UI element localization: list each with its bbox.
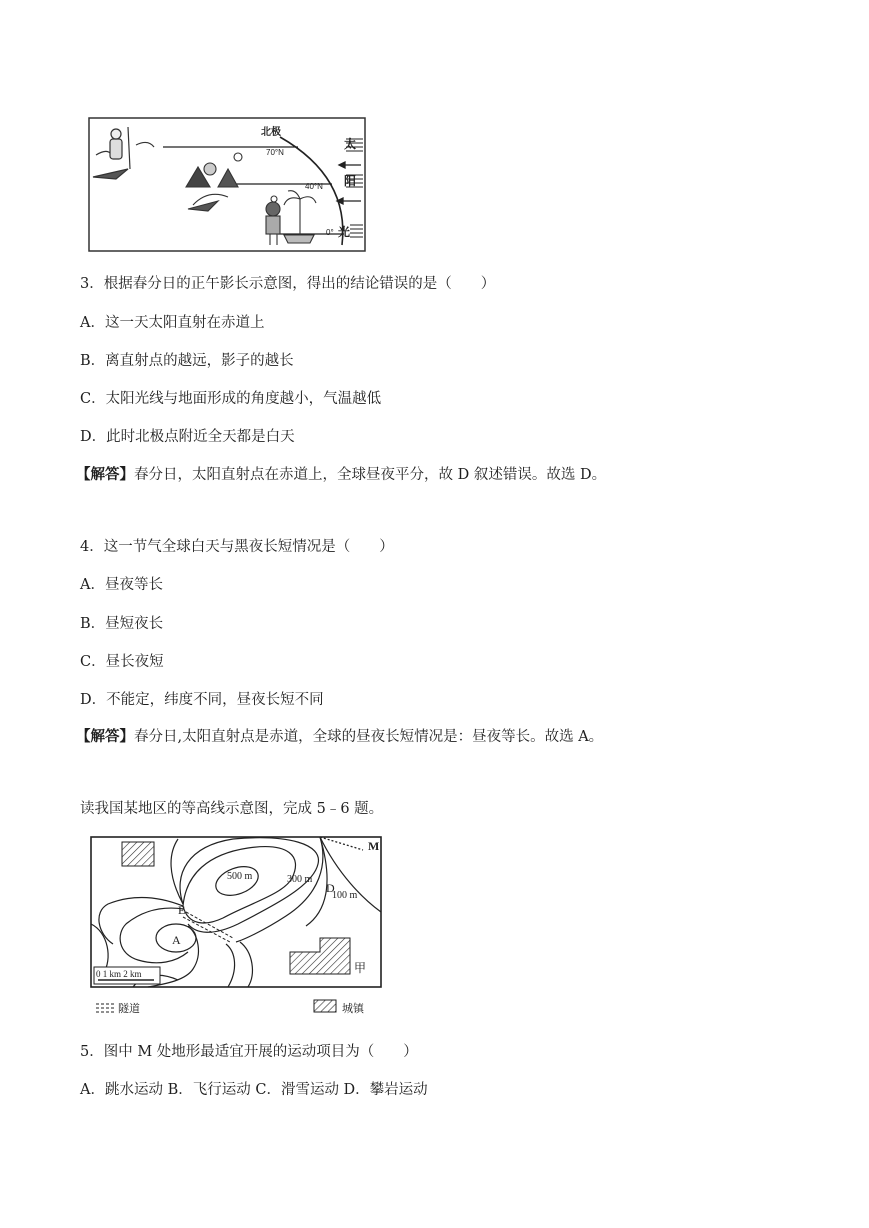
q4-option-d: D．不能定，纬度不同，昼夜长短不同 [80,692,324,708]
legend-town-label: 城镇 [342,1002,364,1015]
town-block-nw [122,842,154,866]
q4-answer-label: 【解答】 [76,728,134,745]
q3-answer [76,463,606,484]
q4-answer-text: 春分日,太阳直射点是赤道，全球的昼夜长短情况是：昼夜等长。故选 A。 [134,729,604,745]
label-a: A [172,933,181,947]
q4-option-b: B．昼短夜长 [80,616,164,632]
contour-map-figure [88,834,388,1019]
q3-answer-text: 春分日，太阳直射点在赤道上，全球昼夜平分，故 D 叙述错误。故选 D。 [134,467,607,483]
q3-option-c: C．太阳光线与地面形成的角度越小，气温越低 [80,391,382,407]
intro-5-6: 读我国某地区的等高线示意图，完成 5﹣6 题。 [80,801,384,817]
q3-option-d: D．此时北极点附近全天都是白天 [80,429,295,445]
label-m: M [368,839,380,853]
q5-options: A．跳水运动 B．飞行运动 C．滑雪运动 D．攀岩运动 [80,1082,428,1098]
legend-tunnel-label: 隧道 [118,1002,140,1015]
q3-option-b: B．离直射点的越远，影子的越长 [80,353,294,369]
label-jia: 甲 [354,961,367,975]
north-pole-label: 北极 [261,127,281,138]
label-e: E [178,903,186,917]
q4-answer [76,725,603,746]
q4-option-a: A．昼夜等长 [80,577,163,593]
q3-stem: 3．根据春分日的正午影长示意图，得出的结论错误的是（ ） [80,276,496,292]
lat-70-label: 70°N [266,148,284,157]
label-500m: 500 m [227,871,253,882]
q4-option-c: C．昼长夜短 [80,654,164,670]
sun-char-1: 太 [344,137,357,151]
q4-stem: 4．这一节气全球白天与黑夜长短情况是（ ） [80,539,394,555]
legend-tunnel-symbol [96,1004,114,1012]
label-d: D [326,881,335,895]
q3-option-a: A．这一天太阳直射在赤道上 [80,315,265,331]
legend-town-symbol [314,1000,336,1012]
sun-char-2: 阳 [344,174,357,188]
label-300m: 300 m [287,874,313,885]
scale-text: 0 1 km 2 km [96,969,142,979]
label-100m: 100 m [332,890,358,901]
lat-0-label: 0° [326,228,334,237]
lat-40-label: 40°N [305,182,323,191]
q5-stem: 5．图中 M 处地形最适宜开展的运动项目为（ ） [80,1044,418,1060]
sun-char-3: 光 [338,225,351,239]
shadow-length-figure [88,117,366,252]
q3-answer-label: 【解答】 [76,466,134,483]
